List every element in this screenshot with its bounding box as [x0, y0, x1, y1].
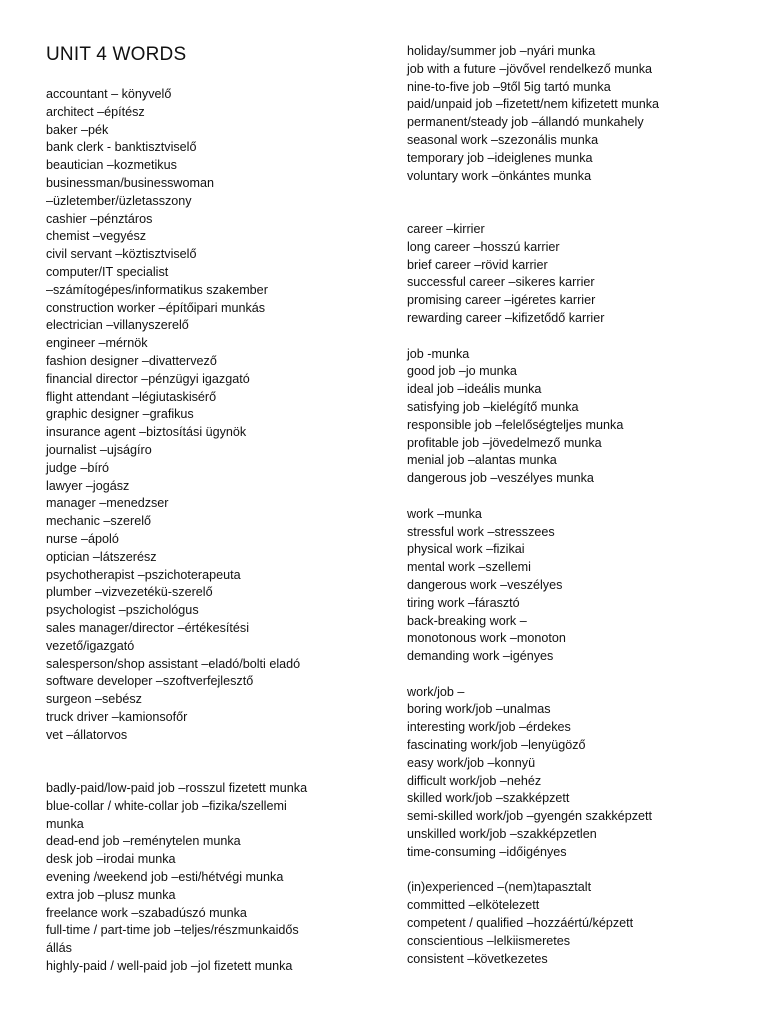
vocab-line: skilled work/job –szakképzett	[407, 791, 570, 806]
vocab-line: –számítogépes/informatikus szakember	[46, 282, 268, 297]
vocab-line: career –kirrier	[407, 221, 485, 236]
left-column	[46, 86, 368, 976]
vocab-line: blue-collar / white-collar job –fizika/szellemi	[46, 798, 287, 813]
right-column	[407, 43, 747, 968]
vocab-line: unskilled work/job –szakképzetlen	[407, 827, 597, 842]
vocab-line: bank clerk - banktisztviselő	[46, 140, 197, 155]
spacer	[407, 862, 747, 880]
vocab-line: good job –jo munka	[407, 364, 517, 379]
vocab-line: temporary job –ideiglenes munka	[407, 150, 593, 165]
spacer	[407, 328, 747, 346]
vocab-line: fashion designer –divattervező	[46, 353, 217, 368]
vocab-line: engineer –mérnök	[46, 336, 148, 351]
vocab-line: businessman/businesswoman	[46, 175, 215, 190]
vocab-line: optician –látszerész	[46, 549, 157, 564]
vocab-line: surgeon –sebész	[46, 692, 142, 707]
vocab-line: seasonal work –szezonális munka	[407, 132, 599, 147]
vocab-line: vezető/igazgató	[46, 638, 135, 653]
vocab-line: monotonous work –monoton	[407, 631, 566, 646]
vocab-line: psychologist –pszichológus	[46, 603, 199, 618]
vocab-line: psychotherapist –pszichoterapeuta	[46, 567, 241, 582]
vocab-line: fascinating work/job –lenyügöző	[407, 738, 586, 753]
vocab-line: electrician –villanyszerelő	[46, 318, 189, 333]
spacer	[407, 488, 747, 506]
vocab-line: cashier –pénztáros	[46, 211, 153, 226]
vocab-line: difficult work/job –nehéz	[407, 773, 542, 788]
vocab-line: competent / qualified –hozzáértú/képzett	[407, 916, 634, 931]
vocab-line: physical work –fizikai	[407, 542, 525, 557]
vocab-line: állás	[46, 941, 72, 956]
vocab-line: construction worker –építőipari munkás	[46, 300, 266, 315]
vocab-line: voluntary work –önkántes munka	[407, 168, 592, 183]
personal-qualities-list	[407, 879, 747, 968]
vocab-line: easy work/job –konnyü	[407, 755, 536, 770]
vocab-line: back-breaking work –	[407, 613, 527, 628]
vocab-line: (in)experienced –(nem)tapasztalt	[407, 880, 592, 895]
vocab-line: judge –bíró	[46, 460, 110, 475]
vocab-line: responsible job –felelőségteljes munka	[407, 417, 624, 432]
spacer	[407, 203, 747, 221]
vocab-line: munka	[46, 816, 84, 831]
vocab-line: nurse –ápoló	[46, 531, 119, 546]
vocab-line: satisfying job –kielégítő munka	[407, 399, 579, 414]
vocab-line: –üzletember/üzletasszony	[46, 193, 192, 208]
vocab-line: dead-end job –reménytelen munka	[46, 834, 241, 849]
vocab-line: chemist –vegyész	[46, 229, 147, 244]
vocab-line: profitable job –jövedelmező munka	[407, 435, 602, 450]
vocab-line: time-consuming –időigényes	[407, 844, 567, 859]
vocab-line: software developer –szoftverfejlesztő	[46, 674, 254, 689]
vocab-line: truck driver –kamionsofőr	[46, 709, 188, 724]
vocab-line: job with a future –jövővel rendelkező munka	[407, 61, 653, 76]
vocab-line: mental work –szellemi	[407, 560, 531, 575]
vocab-line: civil servant –köztisztviselő	[46, 247, 197, 262]
work-adjectives-list	[407, 506, 747, 666]
vocab-line: graphic designer –grafikus	[46, 407, 194, 422]
vocab-line: ideal job –ideális munka	[407, 382, 542, 397]
vocab-line: baker –pék	[46, 122, 109, 137]
vocab-line: highly-paid / well-paid job –jol fizetett munka	[46, 959, 293, 974]
vocab-line: financial director –pénzügyi igazgató	[46, 371, 250, 386]
vocab-line: insurance agent –biztosítási ügynök	[46, 425, 247, 440]
vocab-line: vet –állatorvos	[46, 727, 128, 742]
vocab-line: long career –hosszú karrier	[407, 239, 560, 254]
spacer	[46, 744, 368, 762]
vocab-line: successful career –sikeres karrier	[407, 275, 595, 290]
job-adjectives-list	[407, 346, 747, 488]
vocab-line: holiday/summer job –nyári munka	[407, 44, 596, 58]
vocab-line: mechanic –szerelő	[46, 514, 151, 529]
vocab-line: badly-paid/low-paid job –rosszul fizetett munka	[46, 781, 308, 796]
vocab-line: sales manager/director –értékesítési	[46, 620, 249, 635]
vocab-line: lawyer –jogász	[46, 478, 130, 493]
vocab-line: consistent –következetes	[407, 951, 548, 966]
vocab-line: evening /weekend job –esti/hétvégi munka	[46, 870, 284, 885]
vocab-line: rewarding career –kifizetődő karrier	[407, 310, 605, 325]
vocab-line: paid/unpaid job –fizetett/nem kifizetett munka	[407, 97, 660, 112]
spacer	[407, 666, 747, 684]
vocab-line: dangerous job –veszélyes munka	[407, 471, 594, 486]
vocab-line: permanent/steady job –állandó munkahely	[407, 115, 644, 130]
vocab-line: interesting work/job –érdekes	[407, 720, 571, 735]
vocab-line: accountant – könyvelő	[46, 87, 172, 101]
vocab-line: work/job –	[407, 684, 465, 699]
vocab-line: nine-to-five job –9től 5ig tartó munka	[407, 79, 611, 94]
vocab-line: conscientious –lelkiismeretes	[407, 933, 571, 948]
job-kinds-list	[407, 43, 747, 185]
vocab-line: freelance work –szabadúszó munka	[46, 905, 247, 920]
page-title: UNIT 4 WORDS	[46, 44, 187, 65]
vocab-line: stressful work –stresszees	[407, 524, 555, 539]
vocab-line: computer/IT specialist	[46, 264, 169, 279]
vocab-line: salesperson/shop assistant –eladó/bolti eladó	[46, 656, 301, 671]
vocab-line: journalist –ujságíro	[46, 442, 152, 457]
vocab-line: work –munka	[407, 506, 482, 521]
vocab-line: brief career –rövid karrier	[407, 257, 548, 272]
vocab-line: full-time / part-time job –teljes/részmunkaidős	[46, 923, 299, 938]
vocab-line: menial job –alantas munka	[407, 453, 557, 468]
occupations-list	[46, 86, 368, 744]
vocab-line: manager –menedzser	[46, 496, 169, 511]
vocab-line: promising career –igéretes karrier	[407, 293, 596, 308]
vocab-line: dangerous work –veszélyes	[407, 577, 563, 592]
career-list	[407, 221, 747, 328]
job-types-list	[46, 780, 368, 976]
spacer	[407, 185, 747, 203]
vocab-line: job -munka	[407, 346, 470, 361]
vocab-line: committed –elkötelezett	[407, 898, 540, 913]
spacer	[46, 762, 368, 780]
vocab-line: desk job –irodai munka	[46, 852, 176, 867]
vocab-line: beautician –kozmetikus	[46, 158, 177, 173]
vocab-line: extra job –plusz munka	[46, 887, 176, 902]
vocab-line: plumber –vizvezetékü-szerelő	[46, 585, 213, 600]
vocab-line: tiring work –fárasztó	[407, 595, 520, 610]
work-job-adjectives-list	[407, 684, 747, 862]
vocab-line: semi-skilled work/job –gyengén szakképzett	[407, 809, 652, 824]
vocab-line: flight attendant –légiutaskisérő	[46, 389, 217, 404]
vocab-line: demanding work –igényes	[407, 649, 554, 664]
vocab-line: boring work/job –unalmas	[407, 702, 551, 717]
vocab-line: architect –építész	[46, 104, 145, 119]
